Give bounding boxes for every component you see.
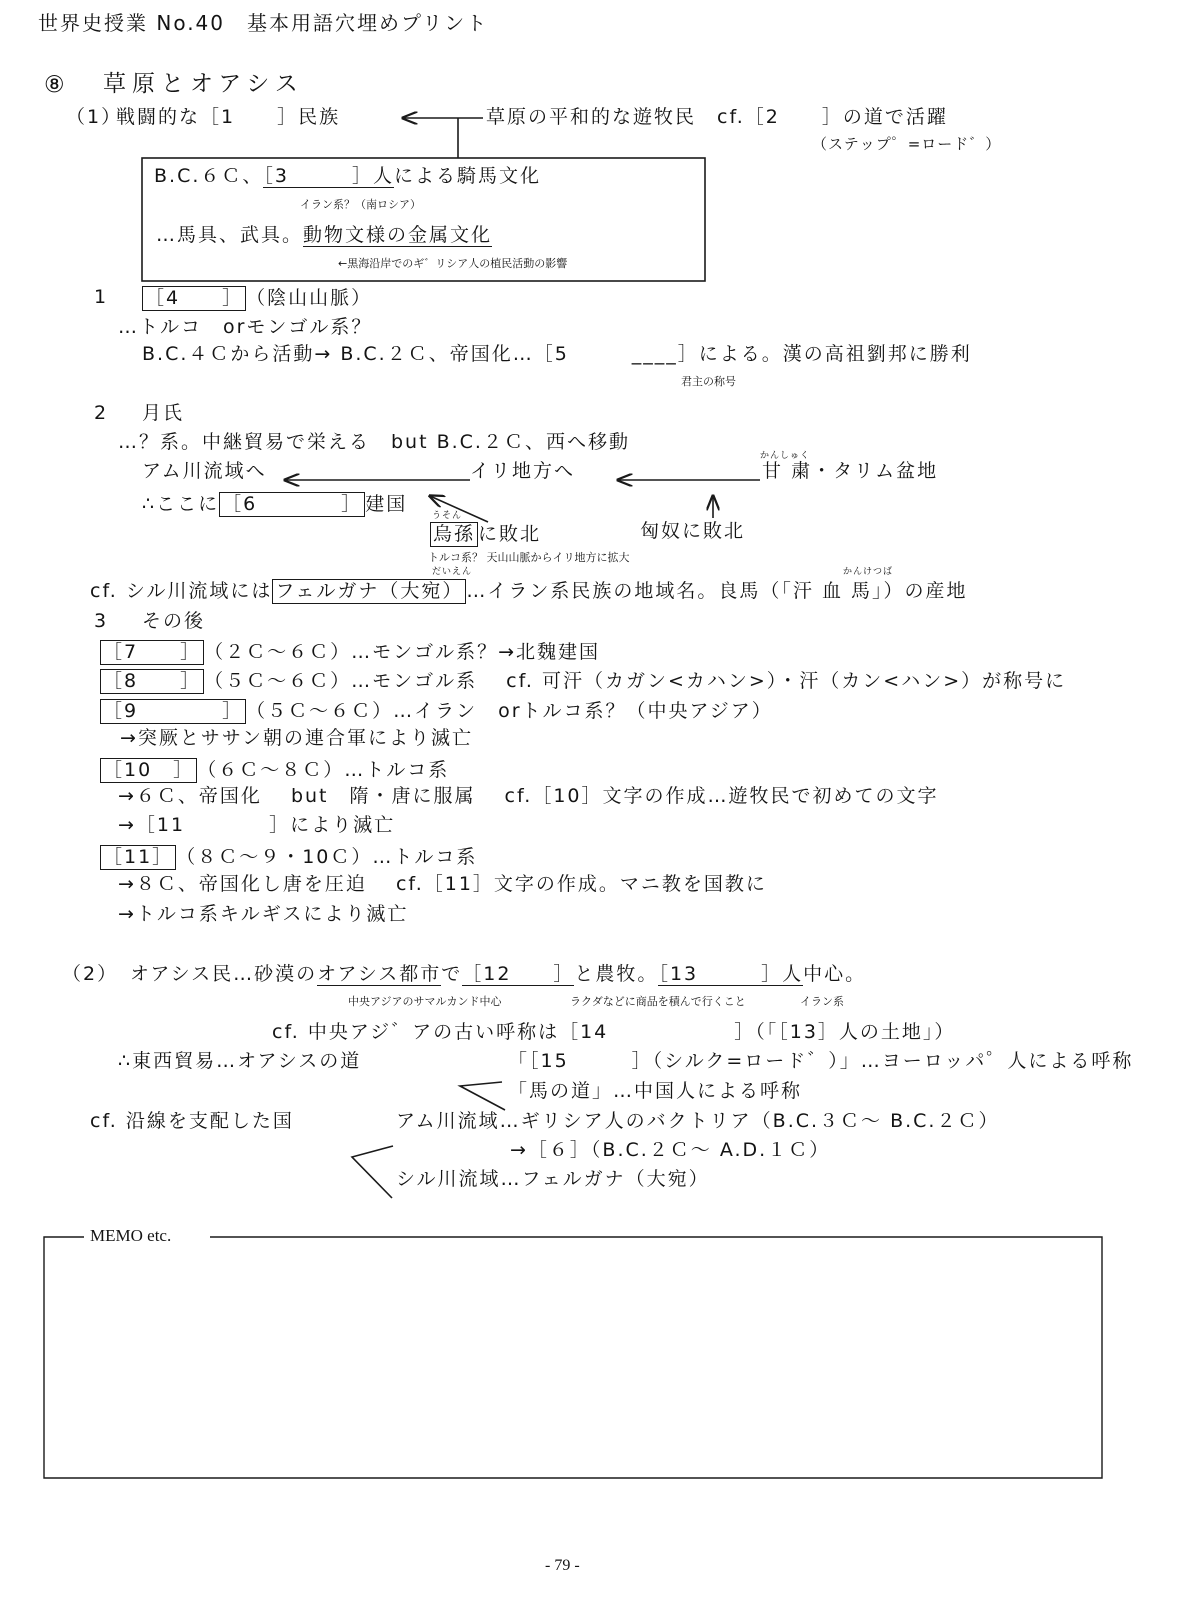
ferghana-line: cf. シル川流域には フェルガナ（大宛） …イラン系民族の地域名。良馬（「汗 血 馬」）の産地 (90, 580, 968, 602)
item3-title: その後 (142, 610, 206, 632)
oasis-people-line: オアシス民…砂漠のオアシス都市で［12 ］と農牧。［13 ］人中心。 (130, 963, 867, 985)
steppe-road-note: （ステップ゜=ロード゛） (812, 135, 1002, 153)
wusun-box: 烏孫 (430, 522, 478, 547)
xiongnu-defeat: 匈奴に敗北 (640, 520, 746, 542)
blank10-empire: →６Ｃ、帝国化 but 隋・唐に服属 cf.［10］文字の作成…遊牧民で初めての文字 (118, 785, 939, 807)
scythia-line1: B.C.６Ｃ、［3 ］人による騎馬文化 (154, 165, 541, 187)
yuezhi-state-line: ∴ここに ［6 ］ 建国 (142, 493, 408, 515)
memo-frame (44, 1237, 1102, 1478)
wusun-ruby: うそん (432, 511, 463, 521)
item3-number: 3 (94, 610, 109, 632)
ferghana-box: フェルガナ（大宛） (272, 579, 466, 604)
scythia-note-iranian: イラン系？（南ロシア） (300, 198, 421, 211)
blank-9: ［9 ］ (100, 699, 246, 724)
route-control-fork (352, 1146, 393, 1198)
row-blank10: ［10 ］ （６Ｃ～８Ｃ）…トルコ系 (100, 758, 449, 783)
item2-number: 2 (94, 402, 109, 424)
oasis-city: オアシス都市 (317, 963, 442, 985)
part1-number: （1） (66, 106, 123, 128)
steppe-nomads-blank2: 草原の平和的な遊牧民 cf.［2 ］の道で活躍 (486, 106, 948, 128)
blank-3: ［3 ］人 (263, 165, 394, 187)
part2-number: （2） (62, 963, 119, 985)
section-number: ⑧ (44, 72, 67, 98)
item1-line: ［4 ］ （陰山山脈） (142, 286, 372, 311)
blank-8: ［8 ］ (100, 669, 204, 694)
to-amu-river: アム川流域へ (142, 460, 267, 482)
blank-11: ［11］ (100, 845, 176, 870)
warlike-tribe-blank1: 戦闘的な［1 ］民族 (116, 106, 341, 128)
blank-6: ［6 ］ (219, 492, 365, 517)
section-title: 草原とオアシス (103, 71, 304, 97)
blank11-fate: →トルコ系キルギスにより滅亡 (118, 903, 409, 925)
wusun-note: トルコ系？ 天山山脈からイリ地方に拡大 (428, 551, 630, 564)
blank10-fate: →［11 ］により滅亡 (118, 814, 396, 836)
blank6-period: →［６］（B.C.２Ｃ～ A.D.１Ｃ） (510, 1139, 831, 1161)
row-blank11: ［11］ （８Ｃ～９・10Ｃ）…トルコ系 (100, 845, 477, 870)
blank9-fate: →突厥とササン朝の連合軍により滅亡 (120, 727, 473, 749)
wusun-defeat: 烏孫 に敗北 (430, 522, 541, 547)
note-iranian: イラン系 (800, 995, 844, 1008)
hanxuema-ruby: かんけつば (843, 567, 894, 577)
syr-ferghana: シル川流域…フェルガナ（大宛） (396, 1168, 710, 1190)
oasis-road-fork (460, 1082, 505, 1110)
blank-12: ［12 ］ (462, 963, 575, 985)
blank-7: ［7 ］ (100, 640, 204, 665)
scythia-line2: …馬具、武具。動物文様の金属文化 (156, 224, 493, 246)
item1-origin: …トルコ orモンゴル系？ (118, 316, 373, 338)
dawan-ruby: だいえん (432, 567, 473, 577)
page-number: - 79 - (545, 1557, 580, 1574)
gansu-tarim: 甘 粛・タリム盆地 (762, 460, 939, 482)
scythia-note-greek: ←黒海沿岸でのギ゛リシア人の植民活動の影響 (338, 257, 568, 270)
document-title: 世界史授業 No.40 基本用語穴埋めプリント (38, 11, 489, 35)
gansu-ruby: かんしゅく (760, 451, 811, 461)
item1-note-title: 君主の称号 (681, 375, 736, 388)
note-caravan: ラクダなどに商品を積んで行くこと (570, 995, 746, 1008)
blank11-empire: →８Ｃ、帝国化し唐を圧迫 cf.［11］文字の作成。マニ教を国教に (118, 873, 767, 895)
route-control: cf. 沿線を支配した国 (90, 1110, 294, 1132)
east-west-trade: ∴東西貿易…オアシスの道 (118, 1050, 362, 1072)
animal-style-metalwork: 動物文様の金属文化 (303, 224, 493, 246)
amu-bactria: アム川流域…ギリシア人のバクトリア（B.C.３Ｃ～ B.C.２Ｃ） (396, 1110, 1000, 1132)
note-samarkand: 中央アジアのサマルカンド中心 (348, 995, 502, 1008)
blank-13: ［13 ］人 (658, 963, 804, 985)
row-blank8: ［8 ］ （５Ｃ～６Ｃ）…モンゴル系 cf. 可汗（カガン<カハン>）・汗（カン<ハン>）が称号に (100, 669, 1066, 694)
to-ili-region: イリ地方へ (470, 460, 576, 482)
row-blank7: ［7 ］ （２Ｃ～６Ｃ）…モンゴル系？→北魏建国 (100, 640, 600, 665)
blank-10: ［10 ］ (100, 758, 197, 783)
item2-title-yuezhi: 月氏 (142, 402, 185, 424)
silk-road-blank15: 「［15 ］（シルク=ロード゛）」…ヨーロッパ゜人による呼称 (508, 1050, 1134, 1072)
row-blank9: ［9 ］ （５Ｃ～６Ｃ）…イラン orトルコ系？（中央アジア） (100, 699, 773, 724)
yuezhi-summary: …？系。中継貿易で栄える but B.C.２Ｃ、西へ移動 (118, 431, 630, 453)
blank-4: ［4 ］ (142, 286, 246, 311)
horse-road: 「馬の道」…中国人による呼称 (508, 1080, 803, 1102)
item1-activity-blank5: B.C.４Ｃから活動→ B.C.２Ｃ、帝国化…［5 ____］による。漢の高祖劉邦に勝利 (142, 343, 972, 365)
memo-label: MEMO etc. (90, 1226, 172, 1245)
item1-number: 1 (94, 286, 109, 308)
old-name-blank14: cf. 中央アジ゛アの古い呼称は［14 ］（「［13］人の土地」） (272, 1021, 956, 1043)
